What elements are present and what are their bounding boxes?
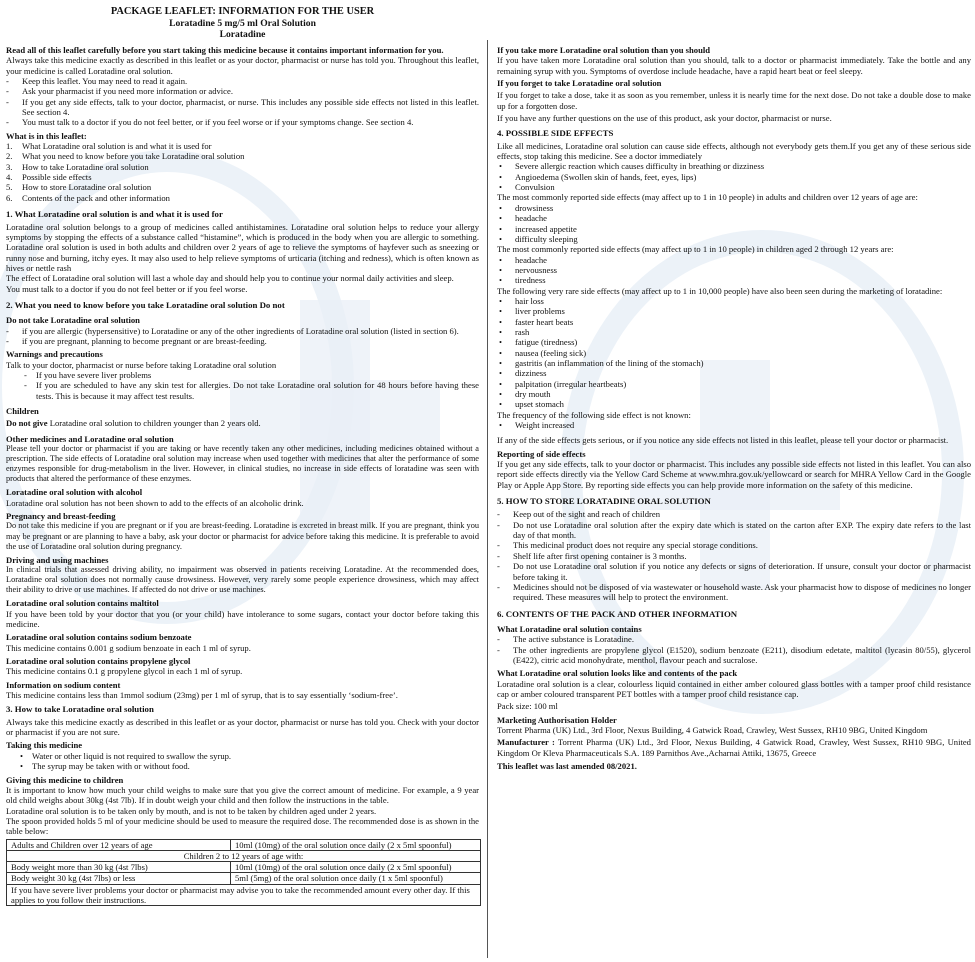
section-3-text: Always take this medicine exactly as described in this leaflet or as your doctor, pharmacist or nurse has told you. Check with your doctor or pharmacist if you are not sure. bbox=[6, 716, 479, 738]
overdose-heading: If you take more Loratadine oral solution than you should bbox=[497, 45, 711, 55]
taking-item: • Water or other liquid is not required to swallow the syrup. bbox=[20, 750, 232, 761]
side-effect-item: • nervousness bbox=[499, 264, 558, 275]
ingredient-item: - The active substance is Loratadine. bbox=[497, 634, 634, 645]
other-medicines-text: Please tell your doctor or pharmacist if you are taking or have recently taken any other medicines, including medicines obtained without a prescription. The side effects of Loratadine oral solution may increase when used together with medicines that alter the performance of some enzymes responsible for drug-metabolism in the liver. However, in clinical studies, no increase in side effects of loratadine was seen with products that altered the performance of these enzymes. bbox=[6, 444, 479, 484]
toc-item: 1. What Loratadine oral solution is and what it is used for bbox=[6, 141, 212, 152]
warnings-item: - If you have severe liver problems bbox=[24, 369, 152, 380]
table-cell: Body weight more than 30 kg (4st 7lbs) bbox=[7, 862, 231, 873]
taking-heading: Taking this medicine bbox=[6, 740, 83, 751]
unknown-frequency-text: The frequency of the following side effect is not known: bbox=[497, 409, 691, 420]
forget-heading: If you forget to take Loratadine oral solution bbox=[497, 78, 662, 89]
side-effect-item: • rash bbox=[499, 326, 530, 337]
serious-item: • Severe allergic reaction which causes difficulty in breathing or dizziness bbox=[499, 161, 765, 172]
side-effect-item: • tiredness bbox=[499, 275, 546, 286]
table-row bbox=[7, 839, 481, 850]
last-amended: This leaflet was last amended 08/2021. bbox=[497, 761, 637, 771]
section-1-text: You must talk to a doctor if you do not feel better or if you feel worse. bbox=[6, 283, 248, 294]
side-effect-item: • drowsiness bbox=[499, 202, 554, 213]
section-5-heading: 5. HOW TO STORE LORATADINE ORAL SOLUTION bbox=[497, 496, 711, 507]
column-divider bbox=[487, 40, 488, 958]
table-cell: 10ml (10mg) of the oral solution once daily (2 x 5ml spoonful) bbox=[231, 862, 481, 873]
section-4-intro: Like all medicines, Loratadine oral solution can cause side effects, although not everybody gets them.If you get any of these serious side effects, stop taking this medicine. See a doctor immediately bbox=[497, 140, 971, 162]
side-effect-item: • headache bbox=[499, 254, 547, 265]
intro-item: - Keep this leaflet. You may need to read it again. bbox=[6, 76, 188, 87]
ingredient-item: - The other ingredients are propylene glycol (E1520), sodium benzoate (E211), disodium edetate, maltitol (lycasin 80/55), glycerol (E422), citric acid monohydrate, menthol, flavour peach and sucralose. bbox=[497, 644, 971, 665]
common-children-text: The most commonly reported side effects (may affect up to 1 in 10 people) in children aged 2 through 12 years are: bbox=[497, 244, 894, 255]
section-1-text: Loratadine oral solution belongs to a group of medicines called antihistamines. Loratadine oral solution helps to reduce your allergy symptoms by stopping the effects of a substance called “histamine”, which is produced in the body when you are allergic to something. Loratadine oral solution is used in both adults and children over 2 years of age to relieve the symptoms of hayfever such as sneezing or runny nose and burning, itchy eyes. It may also used to help relieve symptoms of urticaria (itching and redness), which is often known as hives or nettle rash bbox=[6, 221, 479, 273]
common-adults-text: The most commonly reported side effects (may affect up to 1 in 10 people) in adults and children over 12 years of age are: bbox=[497, 192, 918, 203]
toc-item: 3. How to take Loratadine oral solution bbox=[6, 161, 149, 172]
side-effect-item: • hair loss bbox=[499, 295, 544, 306]
leaflet-title: PACKAGE LEAFLET: INFORMATION FOR THE USER bbox=[110, 6, 375, 17]
table-cell: Adults and Children over 12 years of age bbox=[7, 839, 231, 850]
table-cell: 5ml (5mg) of the oral solution once daily (1 x 5ml spoonful) bbox=[231, 873, 481, 884]
intro-bold: Read all of this leaflet carefully before you start taking this medicine because it contains important information for you. bbox=[6, 45, 444, 55]
driving-text: In clinical trials that assessed driving ability, no impairment was observed in patients receiving Loratadine. At the recommended does, Loratadine oral solution does not normally cause drowsiness. However, very rarely some people experience drowsiness, which may affect their ability to drive or use machines. If affected do not drive or use machines. bbox=[6, 565, 479, 595]
spoon-text: The spoon provided holds 5 ml of your medicine should be used to measure the required dose. The recommended dose is as shown in the table below: bbox=[6, 815, 479, 837]
side-effect-item: • faster heart beats bbox=[499, 316, 574, 327]
product-name: Loratadine 5 mg/5 ml Oral Solution bbox=[169, 17, 316, 29]
section-1-heading: 1. What Loratadine oral solution is and what it is used for bbox=[6, 209, 223, 220]
donot-item: - if you are allergic (hypersensitive) to Loratadine or any of the other ingredients of Loratadine oral solution (listed in section 6). bbox=[6, 325, 459, 336]
serious-item: • Convulsion bbox=[499, 182, 555, 193]
table-row bbox=[7, 873, 481, 884]
side-effect-item: • liver problems bbox=[499, 306, 565, 317]
manufacturer-text: Manufacturer : Torrent Pharma (UK) Ltd., 3rd Floor, Nexus Building, 4 Gatwick Road, Crawley, West Sussex, RH10 9BG, United Kingdom Or Kleva Pharmaceuticals S.A. 189 Parnithos Ave.,Acharnai Attiki, 13675, Greece bbox=[497, 737, 971, 758]
propylene-glycol-text: This medicine contains 0.1 g propylene glycol in each 1 ml of syrup. bbox=[6, 666, 243, 677]
intro-item: - Ask your pharmacist if you need more information or advice. bbox=[6, 86, 233, 97]
further-questions-text: If you have any further questions on the use of this product, ask your doctor, pharmacist or nurse. bbox=[497, 113, 832, 124]
sodium-text: This medicine contains less than 1mmol sodium (23mg) per 1 ml of syrup, that is to say essentially ‘sodium-free’. bbox=[6, 690, 398, 701]
overdose-text: If you have taken more Loratadine oral solution than you should, talk to a doctor or pharmacist immediately. Take the bottle and any remaining syrup with you. Symptoms of overdose include headache, have a rapid heart beat or feel sleepy. bbox=[497, 55, 971, 76]
side-effect-item: • difficulty sleeping bbox=[499, 233, 578, 244]
oral-text: Loratadine oral solution is to be taken only by mouth, and is not to be taken by children aged under 2 years. bbox=[6, 805, 377, 816]
side-effect-item: • nausea (feeling sick) bbox=[499, 347, 587, 358]
donot-item: - if you are pregnant, planning to become pregnant or are breast-feeding. bbox=[6, 335, 267, 346]
mah-heading: Marketing Authorisation Holder bbox=[497, 714, 617, 725]
serious-side-effects-text: If any of the side effects gets serious, or if you notice any side effects not listed in this leaflet, please tell your doctor or pharmacist. bbox=[497, 435, 949, 446]
side-effect-item: • palpitation (irregular heartbeats) bbox=[499, 378, 627, 389]
right-column bbox=[497, 45, 971, 771]
side-effect-item: • fatigue (tiredness) bbox=[499, 337, 578, 348]
toc-item: 6. Contents of the pack and other information bbox=[6, 192, 170, 203]
side-effect-item: • headache bbox=[499, 213, 547, 224]
warnings-text: Talk to your doctor, pharmacist or nurse before taking Loratadine oral solution bbox=[6, 359, 277, 370]
other-medicines-heading: Other medicines and Loratadine oral solution bbox=[6, 433, 174, 444]
looks-heading: What Loratadine oral solution looks like and contents of the pack bbox=[497, 668, 738, 679]
contains-heading: What Loratadine oral solution contains bbox=[497, 623, 642, 634]
dose-table bbox=[6, 839, 481, 907]
table-row bbox=[7, 850, 481, 861]
side-effect-item: • gastritis (an inflammation of the lining of the stomach) bbox=[499, 357, 704, 368]
alcohol-text: Loratadine oral solution has not been shown to add to the effects of an alcoholic drink. bbox=[6, 497, 304, 508]
driving-heading: Driving and using machines bbox=[6, 554, 109, 565]
giving-heading: Giving this medicine to children bbox=[6, 774, 124, 785]
serious-item: • Angioedema (Swollen skin of hands, feet, eyes, lips) bbox=[499, 171, 697, 182]
side-effect-item: • increased appetite bbox=[499, 223, 577, 234]
left-column bbox=[6, 45, 479, 906]
leaflet-header bbox=[0, 6, 485, 41]
storage-item: - Shelf life after first opening container is 3 months. bbox=[497, 550, 687, 561]
section-2-heading: 2. What you need to know before you take Loratadine oral solution Do not bbox=[6, 299, 285, 310]
storage-item: - Do not use Loratadine oral solution after the expiry date which is stated on the carton after EXP. The expiry date refers to the last day of that month. bbox=[497, 519, 971, 541]
giving-text: It is important to know how much your child weighs to make sure that you give the correct amount of medicine. For example, a 9 year old child weighs about 30kg (4st 7lb). If in doubt weigh your child and then follow the instructions in the table. bbox=[6, 784, 479, 806]
storage-item: - Do not use Loratadine oral solution if you notice any defects or signs of deterioration. If unsure, consult your doctor or pharmacist before taking it. bbox=[497, 561, 971, 582]
side-effect-item: • Weight increased bbox=[499, 420, 575, 431]
children-text: Do not give Loratadine oral solution to children younger than 2 years old. bbox=[6, 418, 261, 429]
benzoate-text: This medicine contains 0.001 g sodium benzoate in each 1 ml of syrup. bbox=[6, 642, 251, 653]
intro-text: Always take this medicine exactly as described in this leaflet or as your doctor, pharmacist or nurse has told you. Throughout this leaflet, your medicine is called Loratadine oral solution. bbox=[6, 55, 479, 76]
table-row bbox=[7, 862, 481, 873]
toc-item: 4. Possible side effects bbox=[6, 172, 92, 183]
forget-text: If you forget to take a dose, take it as soon as you remember, unless it is nearly time for the next dose. Do not take a double dose to make up for a forgotten dose. bbox=[497, 90, 971, 111]
donot-heading: Do not take Loratadine oral solution bbox=[6, 315, 140, 326]
section-1-text: The effect of Loratadine oral solution will last a whole day and should help you to continue your normal daily activities and sleep. bbox=[6, 273, 454, 284]
sodium-heading: Information on sodium content bbox=[6, 679, 121, 690]
storage-item: - Keep out of the sight and reach of children bbox=[497, 509, 660, 520]
taking-item: • The syrup may be taken with or without food. bbox=[20, 761, 190, 772]
storage-item: - Medicines should not be disposed of via wastewater or household waste. Ask your pharmacist how to dispose of medicines no longer required. These measures will help to protect the environment. bbox=[497, 581, 972, 603]
toc-item: 5. How to store Loratadine oral solution bbox=[6, 182, 152, 193]
benzoate-heading: Loratadine oral solution contains sodium benzoate bbox=[6, 632, 192, 643]
section-6-heading: 6. CONTENTS OF THE PACK AND OTHER INFORMATION bbox=[497, 608, 738, 619]
toc-heading: What is in this leaflet: bbox=[6, 130, 87, 141]
side-effect-item: • dry mouth bbox=[499, 389, 551, 399]
intro-item: - You must talk to a doctor if you do not feel better, or if you feel worse or if your symptoms change. See section 4. bbox=[6, 117, 414, 128]
propylene-glycol-heading: Loratadine oral solution contains propylene glycol bbox=[6, 656, 191, 667]
table-row bbox=[7, 884, 481, 906]
reporting-text: If you get any side effects, talk to your doctor or pharmacist. This includes any possible side effects not listed in this leaflet. You can also report side effects directly via the Yellow Card Scheme at www.mhra.gov.uk/yellowcard or search for MHRA Yellow Card in the Google Play or Apple App Store. By reporting side effects you can help provide more information on the safety of this medicine. bbox=[497, 459, 971, 490]
pack-size: Pack size: 100 ml bbox=[497, 701, 558, 712]
section-4-heading: 4. POSSIBLE SIDE EFFECTS bbox=[497, 128, 614, 139]
table-cell: 10ml (10mg) of the oral solution once daily (2 x 5ml spoonful) bbox=[231, 839, 481, 850]
maltitol-text: If you have been told by your doctor that you (or your child) have intolerance to some sugars, contact your doctor before taking this medicine. bbox=[6, 608, 479, 630]
pregnancy-text: Do not take this medicine if you are pregnant or if you are breast-feeding. Loratadine is excreted in breast milk. If you are pregnant, think you may be pregnant or are planning to have a baby, ask your doctor or pharmacist for advice before taking this medicine. It is preferable to avoid the use of Loratadine oral solution during pregnancy. bbox=[6, 521, 479, 551]
side-effect-item: • dizziness bbox=[499, 368, 547, 379]
toc-item: 2. What you need to know before you take Loratadine oral solution bbox=[6, 151, 245, 162]
rare-text: The following very rare side effects (may affect up to 1 in 10,000 people) have also been seen during the marketing of loratadine: bbox=[497, 285, 943, 296]
side-effect-item: • upset stomach bbox=[499, 399, 564, 410]
mah-text: Torrent Pharma (UK) Ltd., 3rd Floor, Nexus Building, 4 Gatwick Road, Crawley, West Sussex, RH10 9BG, United Kingdom bbox=[497, 724, 928, 735]
storage-item: - This medicinal product does not require any special storage conditions. bbox=[497, 540, 758, 551]
children-heading: Children bbox=[6, 406, 39, 416]
maltitol-heading: Loratadine oral solution contains maltitol bbox=[6, 598, 159, 609]
table-cell: Children 2 to 12 years of age with: bbox=[7, 850, 481, 861]
pregnancy-heading: Pregnancy and breast-feeding bbox=[6, 511, 116, 522]
table-cell: If you have severe liver problems your doctor or pharmacist may advise you to take the recommended amount every other day. If this applies to you follow their instructions. bbox=[7, 884, 481, 906]
table-cell: Body weight 30 kg (4st 7lbs) or less bbox=[7, 873, 231, 884]
looks-text: Loratadine oral solution is a clear, colourless liquid contained in either amber coloured glass bottles with a tamper proof child resistance cap or amber coloured transparent PET bottles with a tamper proof child resistance cap. bbox=[497, 678, 971, 699]
active-substance: Loratadine bbox=[219, 29, 266, 40]
warnings-item: - If you are scheduled to have any skin test for allergies. Do not take Loratadine oral solution for 48 hours before having these tests. This is because it may affect test results. bbox=[24, 380, 479, 401]
reporting-heading: Reporting of side effects bbox=[497, 448, 586, 459]
alcohol-heading: Loratadine oral solution with alcohol bbox=[6, 487, 143, 498]
section-3-heading: 3. How to take Loratadine oral solution bbox=[6, 704, 154, 715]
warnings-heading: Warnings and precautions bbox=[6, 349, 103, 360]
intro-item: - If you get any side effects, talk to your doctor, pharmacist, or nurse. This includes any possible side effects not listed in this leaflet. See section 4. bbox=[6, 96, 479, 118]
